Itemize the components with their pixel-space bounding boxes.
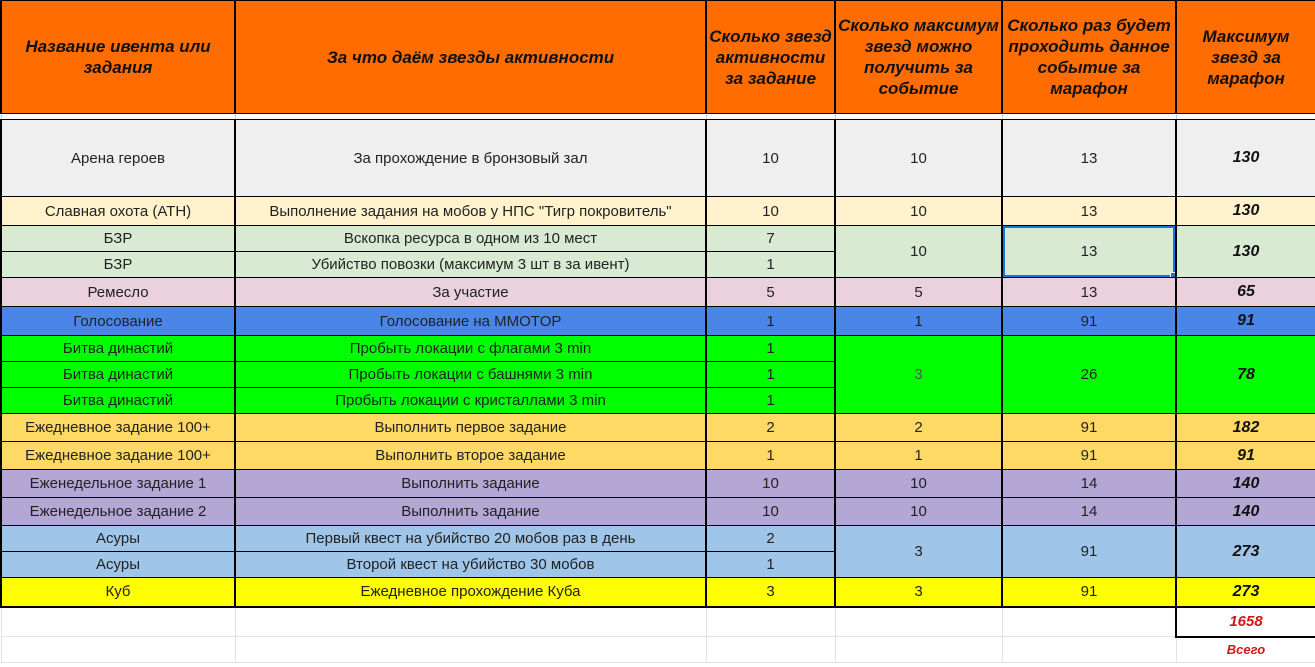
total-value[interactable]: 1658 [1176, 607, 1315, 637]
cell-max-event[interactable]: 3 [835, 578, 1002, 607]
cell-times[interactable]: 91 [1002, 578, 1176, 607]
cell-event[interactable]: Ежедневное задание 100+ [1, 442, 235, 470]
cell-reason[interactable]: Убийство повозки (максимум 3 шт в за ивент) [235, 252, 706, 278]
cell-reason[interactable]: Ежедневное прохождение Куба [235, 578, 706, 607]
cell-event[interactable]: Арена героев [1, 120, 235, 197]
cell-event[interactable]: Славная охота (АТН) [1, 197, 235, 226]
cell-times[interactable]: 91 [1002, 307, 1176, 336]
cell-times-selected[interactable] [1002, 226, 1176, 278]
cell-reason[interactable]: Первый квест на убийство 20 мобов раз в день [235, 526, 706, 552]
cell-max-marathon[interactable]: 78 [1176, 336, 1315, 414]
cell-max-event[interactable]: 3 [835, 336, 1002, 414]
cell-max-marathon[interactable]: 182 [1176, 414, 1315, 442]
cell-max-event[interactable]: 1 [835, 442, 1002, 470]
cell-max-marathon[interactable]: 273 [1176, 526, 1315, 578]
empty-cell[interactable] [235, 607, 706, 637]
cell-max-marathon[interactable]: 91 [1176, 442, 1315, 470]
cell-event[interactable]: Асуры [1, 552, 235, 578]
cell-reason[interactable]: За прохождение в бронзовый зал [235, 120, 706, 197]
empty-cell[interactable] [835, 607, 1002, 637]
table-row [1, 526, 1315, 552]
header-event[interactable]: Название ивента или задания [1, 1, 235, 114]
cell-stars[interactable]: 5 [706, 278, 835, 307]
cell-max-event[interactable]: 1 [835, 307, 1002, 336]
cell-reason[interactable]: За участие [235, 278, 706, 307]
cell-stars[interactable]: 1 [706, 442, 835, 470]
cell-times-value: 13 [1080, 243, 1098, 260]
cell-max-marathon[interactable]: 65 [1176, 278, 1315, 307]
cell-stars[interactable]: 1 [706, 307, 835, 336]
cell-reason[interactable]: Выполнить первое задание [235, 414, 706, 442]
cell-max-event[interactable]: 5 [835, 278, 1002, 307]
cell-event[interactable]: Асуры [1, 526, 235, 552]
cell-stars[interactable]: 1 [706, 552, 835, 578]
cell-event[interactable]: Битва династий [1, 336, 235, 362]
fill-handle[interactable] [1170, 272, 1176, 278]
cell-stars[interactable]: 10 [706, 470, 835, 498]
cell-stars[interactable]: 1 [706, 336, 835, 362]
cell-stars[interactable]: 3 [706, 578, 835, 607]
cell-max-event[interactable]: 10 [835, 226, 1002, 278]
cell-max-marathon[interactable]: 130 [1176, 226, 1315, 278]
cell-stars[interactable]: 7 [706, 226, 835, 252]
empty-cell[interactable] [835, 637, 1002, 663]
cell-max-marathon[interactable]: 140 [1176, 498, 1315, 526]
empty-cell[interactable] [1, 607, 235, 637]
table-row [1, 442, 1315, 470]
total-label[interactable]: Всего [1176, 637, 1315, 663]
cell-stars[interactable]: 1 [706, 362, 835, 388]
cell-max-marathon[interactable]: 130 [1176, 120, 1315, 197]
cell-times[interactable]: 13 [1002, 197, 1176, 226]
cell-event[interactable]: Еженедельное задание 1 [1, 470, 235, 498]
cell-stars[interactable]: 10 [706, 498, 835, 526]
cell-reason[interactable]: Выполнить задание [235, 470, 706, 498]
cell-times[interactable]: 91 [1002, 414, 1176, 442]
table-row [1, 226, 1315, 252]
cell-max-event[interactable]: 10 [835, 470, 1002, 498]
cell-reason[interactable]: Пробыть локации с кристаллами 3 min [235, 388, 706, 414]
cell-event[interactable]: БЗР [1, 252, 235, 278]
cell-times[interactable]: 26 [1002, 336, 1176, 414]
cell-reason[interactable]: Вскопка ресурса в одном из 10 мест [235, 226, 706, 252]
cell-stars[interactable]: 10 [706, 197, 835, 226]
cell-times[interactable]: 91 [1002, 442, 1176, 470]
cell-reason[interactable]: Пробыть локации с флагами 3 min [235, 336, 706, 362]
header-max-marathon[interactable]: Максимум звезд за марафон [1176, 1, 1315, 114]
cell-event[interactable]: Голосование [1, 307, 235, 336]
cell-times[interactable]: 91 [1002, 526, 1176, 578]
cell-event[interactable]: Куб [1, 578, 235, 607]
cell-max-marathon[interactable]: 273 [1176, 578, 1315, 607]
cell-reason[interactable]: Выполнить задание [235, 498, 706, 526]
header-stars-per-task[interactable]: Сколько звезд активности за задание [706, 1, 835, 114]
cell-reason[interactable]: Выполнить второе задание [235, 442, 706, 470]
cell-max-event[interactable]: 10 [835, 197, 1002, 226]
cell-event[interactable]: Ремесло [1, 278, 235, 307]
cell-max-event[interactable]: 3 [835, 526, 1002, 578]
header-max-per-event[interactable]: Сколько максимум звезд можно получить за событие [835, 1, 1002, 114]
cell-stars[interactable]: 2 [706, 414, 835, 442]
cell-max-marathon[interactable]: 91 [1176, 307, 1315, 336]
empty-cell[interactable] [1002, 637, 1176, 663]
cell-max-marathon[interactable]: 140 [1176, 470, 1315, 498]
cell-reason[interactable]: Голосование на MMOTOP [235, 307, 706, 336]
table-row [1, 470, 1315, 498]
cell-stars[interactable]: 1 [706, 388, 835, 414]
cell-reason[interactable]: Пробыть локации с башнями 3 min [235, 362, 706, 388]
cell-times[interactable]: 14 [1002, 470, 1176, 498]
cell-event[interactable]: Битва династий [1, 388, 235, 414]
cell-event[interactable]: Битва династий [1, 362, 235, 388]
cell-times[interactable]: 13 [1002, 120, 1176, 197]
cell-max-event[interactable]: 10 [835, 120, 1002, 197]
cell-stars[interactable]: 2 [706, 526, 835, 552]
table-row [1, 120, 1315, 197]
cell-stars[interactable]: 10 [706, 120, 835, 197]
cell-event[interactable]: Ежедневное задание 100+ [1, 414, 235, 442]
cell-stars[interactable]: 1 [706, 252, 835, 278]
table-row [1, 498, 1315, 526]
table-row [1, 414, 1315, 442]
cell-times[interactable]: 14 [1002, 498, 1176, 526]
table-row [1, 578, 1315, 607]
table-row [1, 336, 1315, 362]
table-row [1, 197, 1315, 226]
cell-max-event[interactable]: 2 [835, 414, 1002, 442]
header-reason[interactable]: За что даём звезды активности [235, 1, 706, 114]
empty-cell[interactable] [706, 607, 835, 637]
empty-cell[interactable] [1002, 607, 1176, 637]
cell-max-marathon[interactable]: 130 [1176, 197, 1315, 226]
cell-times[interactable]: 13 [1002, 278, 1176, 307]
cell-reason[interactable]: Второй квест на убийство 30 мобов [235, 552, 706, 578]
cell-event[interactable]: БЗР [1, 226, 235, 252]
table-row [1, 278, 1315, 307]
cell-event[interactable]: Еженедельное задание 2 [1, 498, 235, 526]
header-times[interactable]: Сколько раз будет проходить данное событие за марафон [1002, 1, 1176, 114]
empty-cell[interactable] [1, 637, 235, 663]
cell-max-event[interactable]: 10 [835, 498, 1002, 526]
empty-cell[interactable] [706, 637, 835, 663]
cell-reason[interactable]: Выполнение задания на мобов у НПС "Тигр покровитель" [235, 197, 706, 226]
empty-cell[interactable] [235, 637, 706, 663]
table-row [1, 307, 1315, 336]
